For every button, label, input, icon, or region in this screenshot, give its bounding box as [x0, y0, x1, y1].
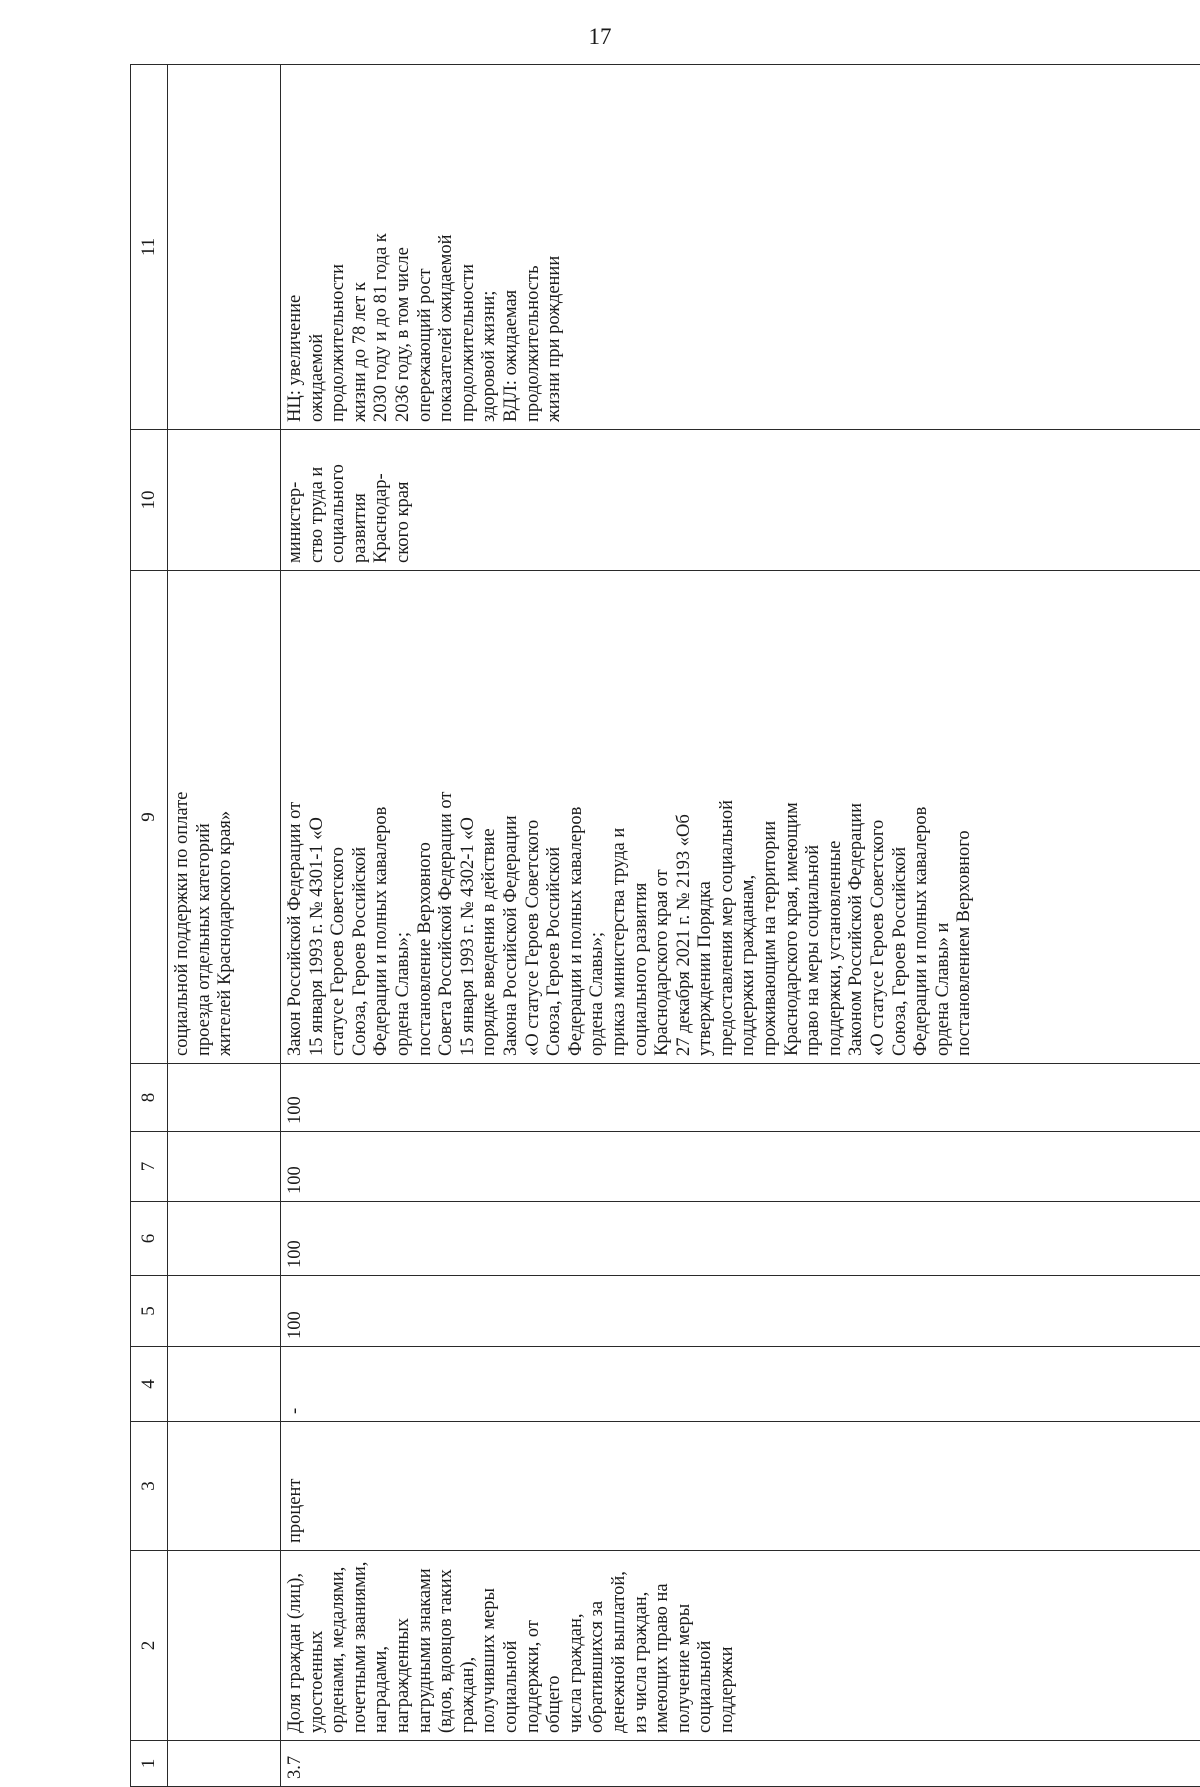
- unit-cell: процент: [281, 1422, 1200, 1551]
- empty-cell: [168, 1551, 281, 1741]
- indicator-name-cell: Доля граждан (лиц), удостоенных орденами, медалями, почетными званиями, наградами, награжденных нагрудными знаками (вдов, вдовцов таких граждан), получивших меры социальной поддержки, от общего числа граждан, обратившихся за денежной выплатой, из числа граждан, имеющих право на получение меры социальной поддержки: [281, 1551, 1200, 1741]
- empty-cell: [168, 1132, 281, 1202]
- column-header: 2: [131, 1551, 168, 1741]
- column-header: 9: [131, 571, 168, 1064]
- page-number: 17: [0, 24, 1200, 50]
- legal-basis-cell: Закон Российской Федерации от 15 января 1993 г. № 4301-1 «О статусе Героев Советского Союза, Героев Российской Федерации и полных кавалеров ордена Славы»; постановление Верховного Совета Российской Федерации от 15 января 1993 г. № 4302-1 «О порядке введения в действие Закона Российской Федерации «О статусе Героев Советского Союза, Героев Российской Федерации и полных кавалеров ордена Славы»; приказ министерства труда и социального развития Краснодарского края от 27 декабря 2021 г. № 2193 «Об утверждении Порядка предоставления мер социальной поддержки гражданам, проживающим на территории Краснодарского края, имеющим право на меры социальной поддержки, установленные Законом Российской Федерации «О статусе Героев Советского Союза, Героев Российской Федерации и полных кавалеров ордена Славы» и постановлением Верховного: [281, 571, 1200, 1064]
- value-cell-8: 100: [281, 1064, 1200, 1132]
- row-number-cell: 3.7: [281, 1741, 1200, 1787]
- empty-cell: [168, 1741, 281, 1787]
- continuation-basis-cell: социальной поддержки по оплате проезда отдельных категорий жителей Краснодарского края»: [168, 571, 281, 1064]
- column-header: 5: [131, 1276, 168, 1347]
- column-header: 10: [131, 430, 168, 571]
- value-cell-7: 100: [281, 1132, 1200, 1202]
- indicator-table: [130, 64, 1200, 1787]
- empty-cell: [168, 65, 281, 430]
- continuation-row: [168, 65, 281, 1787]
- empty-cell: [168, 430, 281, 571]
- column-header: 4: [131, 1347, 168, 1422]
- empty-cell: [168, 1064, 281, 1132]
- national-goal-cell: НЦ: увеличение ожидаемой продолжительности жизни до 78 лет к 2030 году и до 81 года к 2036 году, в том числе опережающий рост показателей ожидаемой продолжительности здоровой жизни; ВДЛ: ожидаемая продолжительность жизни при рождении: [281, 65, 1200, 430]
- empty-cell: [168, 1347, 281, 1422]
- value-cell-5: 100: [281, 1276, 1200, 1347]
- column-header: 1: [131, 1741, 168, 1787]
- table-row: [281, 65, 1200, 1787]
- column-header: 11: [131, 65, 168, 430]
- empty-cell: [168, 1202, 281, 1276]
- empty-cell: [168, 1422, 281, 1551]
- responsible-cell: министер- ство труда и социального развития Краснодар- ского края: [281, 430, 1200, 571]
- value-cell-6: 100: [281, 1202, 1200, 1276]
- column-header: 3: [131, 1422, 168, 1551]
- column-header: 8: [131, 1064, 168, 1132]
- column-header: 7: [131, 1132, 168, 1202]
- header-row: [131, 65, 168, 1787]
- value-cell-4: -: [281, 1347, 1200, 1422]
- column-header: 6: [131, 1202, 168, 1276]
- rotated-table-container: [130, 65, 1200, 1787]
- empty-cell: [168, 1276, 281, 1347]
